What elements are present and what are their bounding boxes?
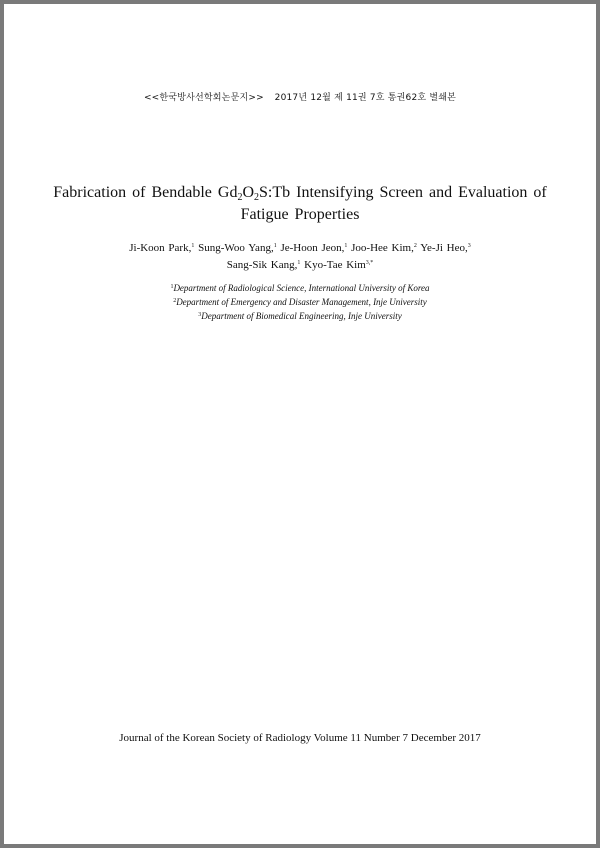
author: Sang-Sik Kang,$^1$ bbox=[226, 259, 301, 271]
author: Ye-Ji Heo,$^3$ bbox=[420, 242, 471, 254]
affiliation-list bbox=[44, 281, 556, 323]
author-list bbox=[64, 240, 536, 274]
author: Je-Hoon Jeon,$^1$ bbox=[280, 242, 348, 254]
affiliation: $^3$Department of Biomedical Engineering, Inje University bbox=[198, 311, 402, 321]
affiliation: $^2$Department of Emergency and Disaster Management, Inje University bbox=[173, 297, 427, 307]
paper-title: Fabrication of Bendable $Gd_2O_2S:Tb$ Intensifying Screen and Evaluation of Fatigue Properties bbox=[53, 184, 547, 223]
author: Ji-Koon Park,$^1$ bbox=[129, 242, 195, 254]
journal-header bbox=[4, 90, 596, 103]
issue-info-korean: 2017년 12월 제 11권 7호 통권62호 별쇄본 bbox=[274, 93, 457, 103]
author: Joo-Hee Kim,$^2$ bbox=[351, 242, 417, 254]
journal-footer: Journal of the Korean Society of Radiology Volume 11 Number 7 December 2017 bbox=[119, 732, 481, 744]
journal-name-korean: <<한국방사선학회논문지>> bbox=[143, 93, 264, 103]
document-page bbox=[4, 4, 596, 844]
author: Sung-Woo Yang,$^1$ bbox=[198, 242, 277, 254]
affiliation: $^1$Department of Radiological Science, International University of Korea bbox=[170, 283, 430, 293]
author: Kyo-Tae Kim$^{3,*}$ bbox=[304, 259, 374, 271]
